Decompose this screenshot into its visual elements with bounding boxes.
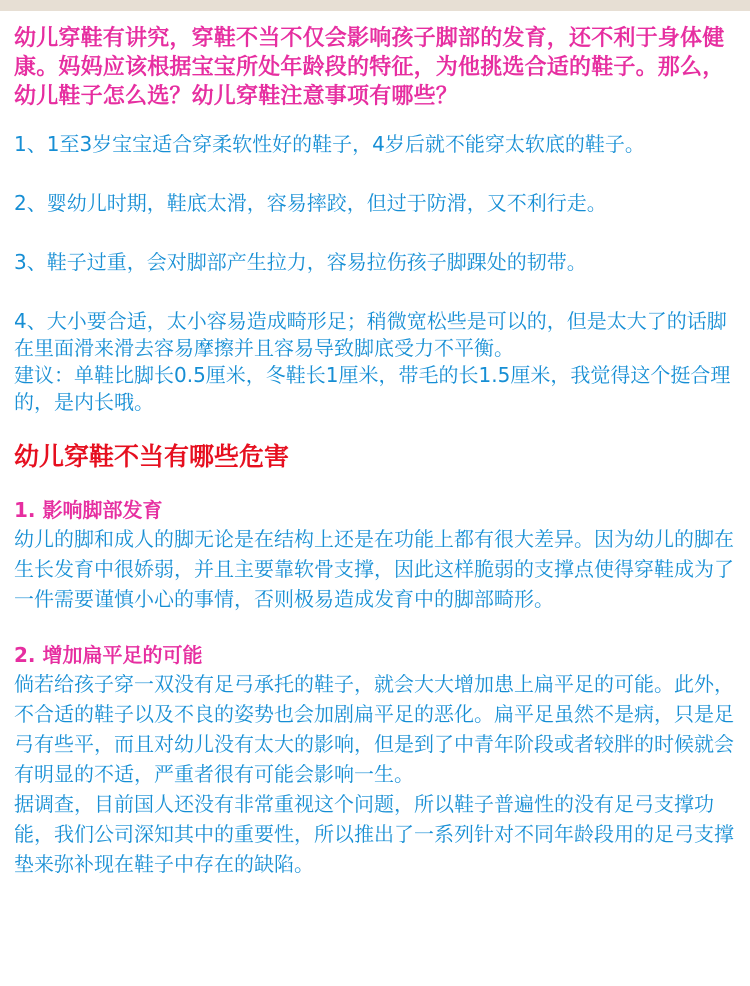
harm-2-paragraph: 倘若给孩子穿一双没有足弓承托的鞋子，就会大大增加患上扁平足的可能。此外，不合适的鞋子以及不良的姿势也会加剧扁平足的恶化。扁平足虽然不是病，只是足弓有些平，而且对幼儿没有太大的影响，但是到了中青年阶段或者较胖的时候就会有明显的不适，严重者很有可能会影响一生。 xyxy=(14,672,734,786)
top-border-bar xyxy=(0,0,750,11)
advice-paragraph: 建议：单鞋比脚长0.5厘米，冬鞋长1厘米，带毛的长1.5厘米，我觉得这个挺合理的，是内长哦。 xyxy=(14,363,731,414)
intro-paragraph: 幼儿穿鞋有讲究，穿鞋不当不仅会影响孩子脚部的发育，还不利于身体健康。妈妈应该根据宝宝所处年龄段的特征，为他挑选合适的鞋子。那么，幼儿鞋子怎么选？幼儿穿鞋注意事项有哪些？ xyxy=(14,26,725,109)
tip-item-4: 4、大小要合适，太小容易造成畸形足；稍微宽松些是可以的，但是太大了的话脚在里面滑来滑去容易摩擦并且容易导致脚底受力不平衡。 xyxy=(14,309,727,360)
tip-item-3: 3、鞋子过重，会对脚部产生拉力，容易拉伤孩子脚踝处的韧带。 xyxy=(14,250,587,274)
tip-item-2: 2、婴幼儿时期，鞋底太滑，容易摔跤，但过于防滑，又不利行走。 xyxy=(14,191,607,215)
harm-1-title: 1. 影响脚部发育 xyxy=(14,498,163,522)
harm-2-title: 2. 增加扁平足的可能 xyxy=(14,643,203,667)
article xyxy=(14,24,736,879)
survey-paragraph: 据调查，目前国人还没有非常重视这个问题，所以鞋子普遍性的没有足弓支撑功能，我们公司深知其中的重要性，所以推出了一系列针对不同年龄段用的足弓支撑垫来弥补现在鞋子中存在的缺陷。 xyxy=(14,792,734,876)
harm-1-paragraph: 幼儿的脚和成人的脚无论是在结构上还是在功能上都有很大差异。因为幼儿的脚在生长发育中很娇弱，并且主要靠软骨支撑，因此这样脆弱的支撑点使得穿鞋成为了一件需要谨慎小心的事情，否则极易造成发育中的脚部畸形。 xyxy=(14,527,734,611)
tip-item-1: 1、1至3岁宝宝适合穿柔软性好的鞋子，4岁后就不能穿太软底的鞋子。 xyxy=(14,132,645,156)
section-heading: 幼儿穿鞋不当有哪些危害 xyxy=(14,442,290,471)
